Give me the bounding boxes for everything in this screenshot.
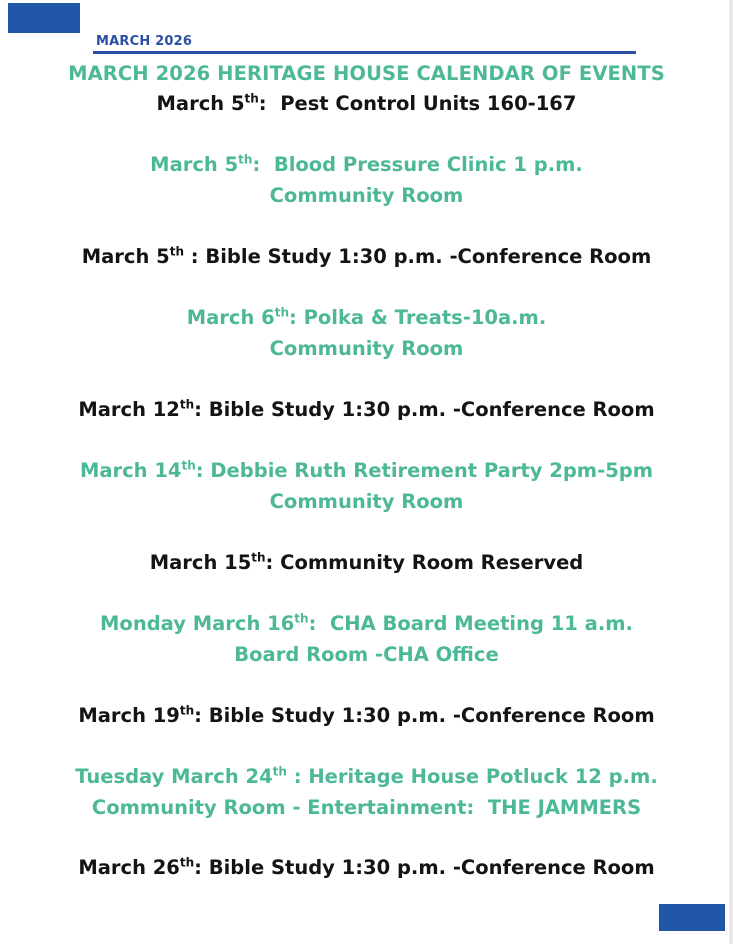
event-line-1: [0, 302, 733, 333]
date-separator: :: [308, 612, 330, 635]
event-item: [0, 302, 733, 364]
event-line-1: [0, 88, 733, 119]
event-line-1: [0, 455, 733, 486]
date-separator: :: [183, 245, 206, 268]
date-ordinal-suffix: th: [181, 458, 196, 473]
event-description: Bible Study 1:30 p.m. -Conference Room: [208, 856, 655, 879]
event-date: March 26: [78, 856, 180, 879]
event-item: [0, 394, 733, 425]
header-month-label: MARCH 2026: [96, 34, 193, 49]
header-rule: [93, 51, 636, 54]
event-date: March 15: [149, 551, 252, 574]
page-title: MARCH 2026 HERITAGE HOUSE CALENDAR OF EVENTS: [68, 62, 665, 85]
event-location: Community Room: [269, 337, 464, 360]
date-ordinal-suffix: th: [274, 305, 289, 320]
event-item: [0, 608, 733, 670]
event-description: Bible Study 1:30 p.m. -Conference Room: [208, 704, 655, 727]
event-line-1: [0, 608, 733, 639]
event-description: Polka & Treats-10a.m.: [303, 306, 547, 329]
event-date: March 5: [81, 245, 170, 268]
bottom-corner-block: [659, 904, 725, 931]
event-location: Community Room - Entertainment: THE JAMMERS: [91, 796, 642, 819]
date-separator: :: [286, 765, 309, 788]
event-date: March 6: [186, 306, 275, 329]
date-ordinal-suffix: th: [179, 855, 195, 870]
date-ordinal-suffix: th: [294, 611, 309, 626]
event-item: [0, 455, 733, 517]
event-description: Pest Control Units 160-167: [280, 92, 577, 115]
date-separator: :: [252, 153, 274, 176]
event-date: March 14: [79, 459, 182, 482]
event-date: March 5: [156, 92, 245, 115]
date-ordinal-suffix: th: [244, 91, 259, 106]
event-location: Community Room: [269, 184, 464, 207]
event-item: [0, 547, 733, 578]
event-line-1: [0, 394, 733, 425]
date-separator: :: [265, 551, 281, 574]
event-line-1: [0, 149, 733, 180]
event-line-1: [0, 761, 733, 792]
event-item: [0, 852, 733, 883]
event-item: [0, 149, 733, 211]
date-ordinal-suffix: th: [251, 550, 266, 565]
event-item: [0, 761, 733, 823]
top-corner-block: [8, 3, 80, 33]
event-description: Bible Study 1:30 p.m. -Conference Room: [208, 398, 655, 421]
event-line-1: [0, 700, 733, 731]
event-description: Debbie Ruth Retirement Party 2pm-5pm: [210, 459, 654, 482]
event-description: CHA Board Meeting 11 a.m.: [329, 612, 633, 635]
date-ordinal-suffix: th: [179, 397, 195, 412]
event-line-1: [0, 852, 733, 883]
date-separator: :: [194, 856, 209, 879]
event-date: March 5: [150, 153, 239, 176]
event-description: Community Room Reserved: [280, 551, 584, 574]
event-description: Bible Study 1:30 p.m. -Conference Room: [205, 245, 652, 268]
date-separator: :: [194, 704, 209, 727]
event-description: Blood Pressure Clinic 1 p.m.: [273, 153, 583, 176]
date-separator: :: [258, 92, 281, 115]
event-location: Board Room -CHA Office: [234, 643, 499, 666]
date-ordinal-suffix: th: [179, 703, 195, 718]
event-line-1: [0, 241, 733, 272]
event-description: Heritage House Potluck 12 p.m.: [308, 765, 658, 788]
date-separator: :: [195, 459, 211, 482]
event-item: [0, 241, 733, 272]
event-item: [0, 700, 733, 731]
event-location: Community Room: [269, 490, 464, 513]
date-ordinal-suffix: th: [238, 152, 253, 167]
event-line-1: [0, 547, 733, 578]
date-ordinal-suffix: th: [169, 244, 184, 259]
event-date: March 19: [78, 704, 180, 727]
event-date: Tuesday March 24: [75, 765, 273, 788]
event-item: [0, 88, 733, 119]
event-date: Monday March 16: [100, 612, 295, 635]
date-separator: :: [194, 398, 209, 421]
event-date: March 12: [78, 398, 180, 421]
date-ordinal-suffix: th: [272, 764, 287, 779]
date-separator: :: [288, 306, 304, 329]
